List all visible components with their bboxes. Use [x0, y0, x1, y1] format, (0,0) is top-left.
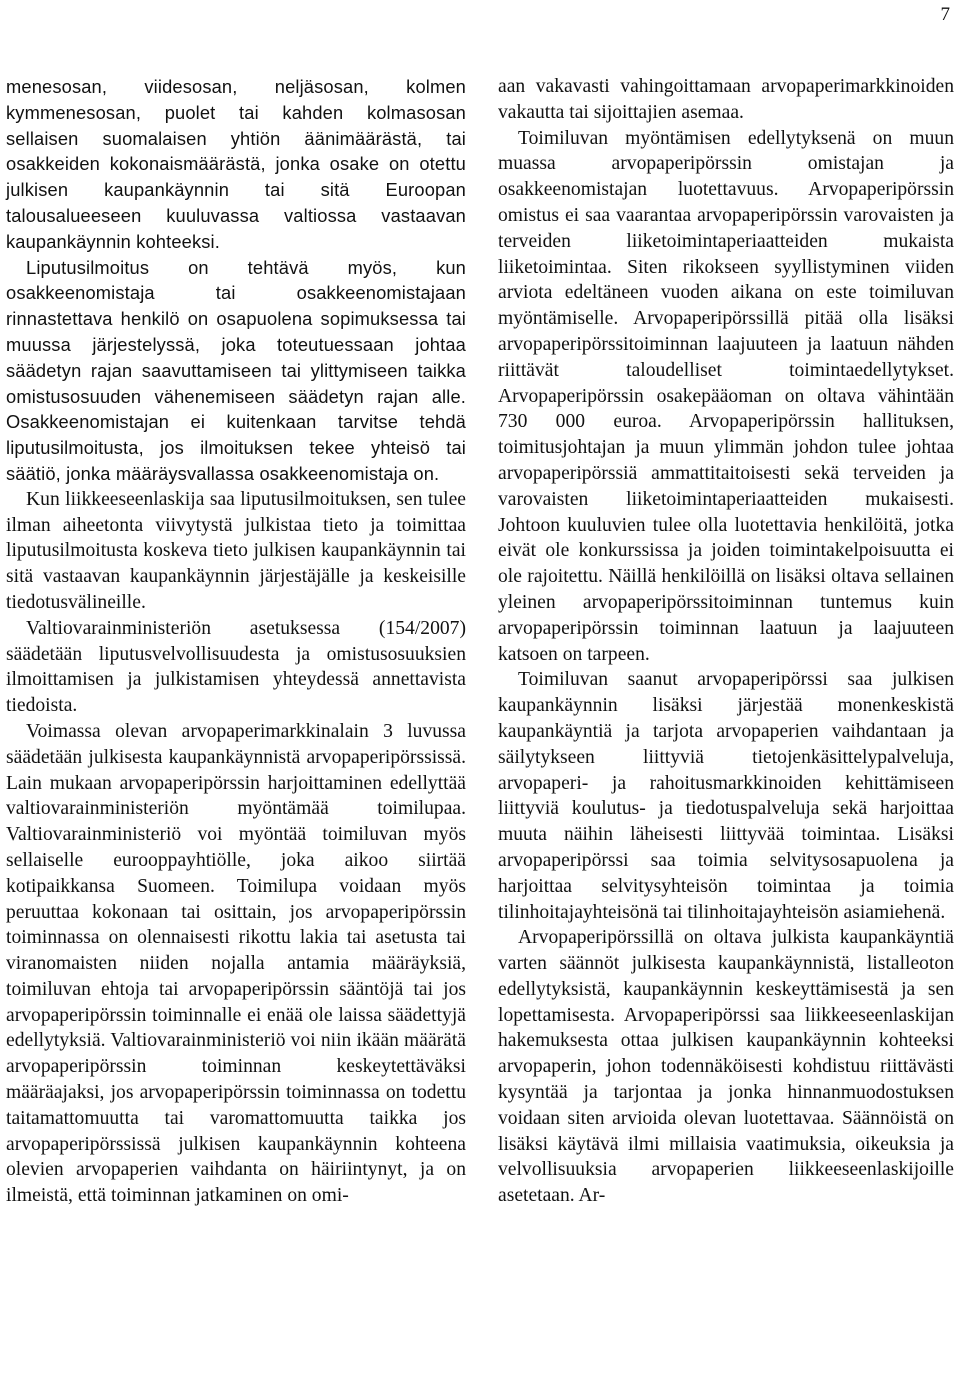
right-column [498, 74, 954, 1209]
right-paragraph-2: Toimiluvan myöntämisen edellytyksenä on muun muassa arvopaperipörssin omistajan ja osakkeenomistajan luotettavuus. Arvopaperipörssin omistus ei saa vaarantaa arvopaperipörssin varovaisten ja terveiden liiketoimintaperiaatteiden mukaista liiketoimintaa. Siten rikokseen syyllistyminen viiden arviota edeltäneen vuoden aikana on este toimiluvan myöntämiselle. Arvopaperipörssillä pitää olla lisäksi arvopaperipörssitoiminnan laajuuteen ja laatuun nähden riittävät taloudelliset toimintaedellytykset. Arvopaperipörssin osakepääoman on oltava vähintään 730 000 euroa. Arvopaperipörssin hallituksen, toimitusjohtajan ja muun ylimmän johdon tulee johtaa arvopaperipörssiä ammattitaitoisesti sekä terveiden ja varovaisten liiketoimintaperiaatteiden mukaisesti. Johtoon kuuluvien tulee olla luotettavia henkilöitä, jotka eivät ole konkurssissa ja joiden toimintakelpoisuutta ei ole rajoitettu. Näillä henkilöillä on lisäksi oltava sellainen yleinen arvopaperipörssitoiminnan tuntemus kuin arvopaperipörssin toiminnan laatuun ja laajuuteen katsoen on tarpeen. [498, 127, 954, 665]
right-paragraph-3: Toimiluvan saanut arvopaperipörssi saa julkisen kaupankäynnin lisäksi järjestää monenkeskistä kaupankäyntiä ja tarjota arvopaperien vaihdantaan ja säilytykseen liittyviä tietojenkäsittelypalveluja, arvopaperi- ja rahoitusmarkkinoiden kehittämiseen liittyviä koulutus- ja tiedotuspalveluja sekä harjoittaa muuta näihin läheisesti liittyvää toimintaa. Lisäksi arvopaperipörssi saa toimia selvitysosapuolena ja harjoittaa selvitysyhteisön toimintaa ja toimia tilinhoitajayhteisönä tai tilinhoitajayhteisön asiamiehenä. [498, 669, 954, 923]
right-paragraph-4: Arvopaperipörssillä on oltava julkista kaupankäyntiä varten säännöt julkisesta kaupankäynnistä, listalleoton edellytyksistä, kaupankäynnin keskeyttämisestä ja sen lopettamisesta. Arvopaperipörssi saa liikkeeseenlaskijan hakemuksesta ottaa julkisen kaupankäynnin kohteeksi arvopaperin, johon todennäköisesti kohdistuu riittävästi kysyntää ja tarjontaa ja jonka hinnanmuodostuksen voidaan siten arvioida olevan luotettavaa. Säännöistä on lisäksi käytävä ilmi millaisia vaatimuksia, oikeuksia ja velvollisuuksia arvopaperien liikkeeseenlaskijoille asetetaan. Ar- [498, 927, 954, 1207]
left-column [6, 74, 466, 1209]
right-paragraph-1: aan vakavasti vahingoittamaan arvopaperimarkkinoiden vakautta tai sijoittajien asemaa. [498, 76, 954, 123]
left-paragraph-3: Kun liikkeeseenlaskija saa liputusilmoituksen, sen tulee ilman aiheetonta viivytystä julkistaa tieto ja toimittaa liputusilmoitusta koskeva tieto julkisen kaupankäynnin tai sitä vastaavan kaupankäynnin järjestäjälle ja keskeisille tiedotusvälineille. [6, 488, 466, 613]
left-paragraph-4: Valtiovarainministeriön asetuksessa (154/2007) säädetään liputusvelvollisuudesta ja omistusosuuksien ilmoittamisen ja julkistamisen yhteydessä annettavista tiedoista. [6, 617, 466, 717]
left-paragraph-1: menesosan, viidesosan, neljäsosan, kolmen kymmenesosan, puolet tai kahden kolmasosan sellaisen suomalaisen yhtiön äänimäärästä, tai osakkeiden kokonaismäärästä, jonka osake on otettu julkisen kaupankäynnin tai sitä Euroopan talousalueeseen kuuluvassa valtiossa vastaavan kaupankäynnin kohteeksi. [6, 76, 466, 252]
left-paragraph-5: Voimassa olevan arvopaperimarkkinalain 3 luvussa säädetään julkisesta kaupankäynnistä arvopaperipörssissä. Lain mukaan arvopaperipörssin harjoittaminen edellyttää valtiovarainministeriön myöntämää toimilupaa. Valtiovarainministeriö voi myöntää toimiluvan myös sellaiselle eurooppayhtiölle, joka aikoo siirtää kotipaikkansa Suomeen. Toimilupa voidaan myös peruuttaa kokonaan tai osittain, jos arvopaperipörssin toiminnassa on olennaisesti rikottu lakia tai asetusta tai viranomaisten niiden nojalla antamia määräyksiä, toimiluvan ehtoja tai arvopaperipörssin sääntöjä tai jos arvopaperipörssin toiminnalle ei enää ole laissa säädettyjä edellytyksiä. Valtiovarainministeriö voi niin ikään määrätä arvopaperipörssin toiminnan keskeytettäväksi määräajaksi, jos arvopaperipörssin toiminnassa on todettu taitamattomuutta tai varomattomuutta taikka jos arvopaperipörssissä julkisen kaupankäynnin kohteena olevien arvopaperien vaihdanta on häiriintynyt, ja on ilmeistä, että toiminnan jatkaminen on omi- [6, 720, 466, 1207]
left-paragraph-2: Liputusilmoitus on tehtävä myös, kun osakkeenomistaja tai osakkeenomistajaan rinnastettava henkilö on osapuolena sopimuksessa tai muussa järjestelyssä, joka toteutuessaan johtaa säädetyn rajan saavuttamiseen tai ylittymiseen taikka omistusosuuden vähenemiseen säädetyn rajan alle. Osakkeenomistajan ei kuitenkaan tarvitse tehdä liputusilmoitusta, jos ilmoituksen tekee yhteisö tai säätiö, jonka määräysvallassa osakkeenomistaja on. [6, 256, 466, 484]
page-number: 7 [940, 4, 950, 25]
